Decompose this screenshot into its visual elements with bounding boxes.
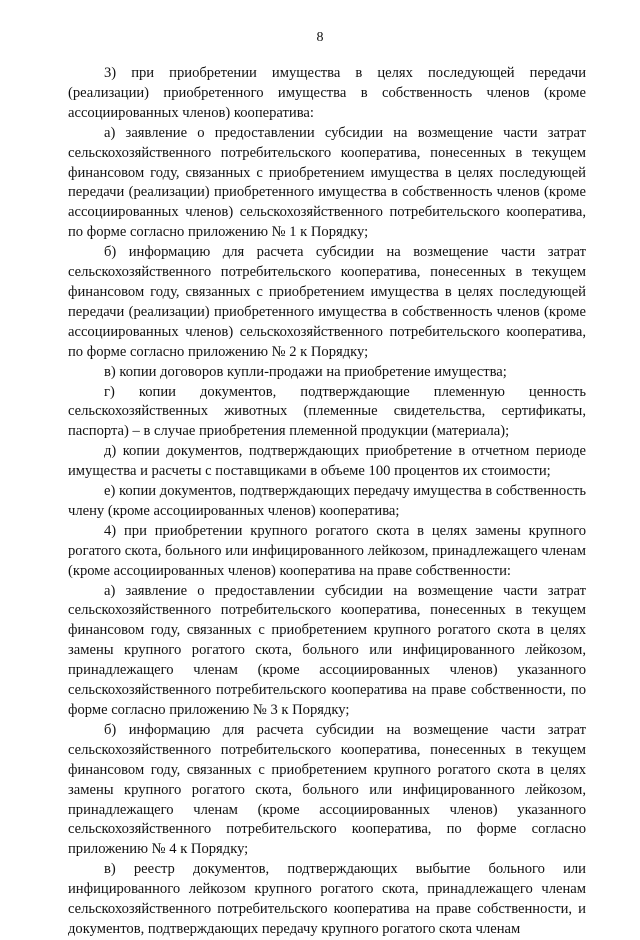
paragraph-3d: д) копии документов, подтверждающих приобретение в отчетном периоде имущества и расчеты с поставщиками в объеме 100 процентов их стоимости; xyxy=(68,443,586,480)
paragraph-3-intro: 3) при приобретении имущества в целях последующей передачи (реализации) приобретенного имущества в собственность членов (кроме ассоциированных членов) кооператива: xyxy=(68,65,586,121)
paragraph-3b: б) информацию для расчета субсидии на возмещение части затрат сельскохозяйственного потребительского кооператива, понесенных в текущем финансовом году, связанных с приобретением имущества в целях последующей передачи (реализации) приобретенного имущества в собственность членов (кроме ассоциированных членов) сельскохозяйственного потребительского кооператива, по форме согласно приложению № 2 к Порядку; xyxy=(68,244,586,360)
paragraph-4a: а) заявление о предоставлении субсидии на возмещение части затрат сельскохозяйственного потребительского кооператива, понесенных в текущем финансовом году, связанных с приобретением крупного рогатого скота в целях замены крупного рогатого скота, больного или инфицированного лейкозом, принадлежащего членам (кроме ассоциированных членов) указанного сельскохозяйственного потребительского кооператива на праве собственности, по форме согласно приложению № 3 к Порядку; xyxy=(68,582,586,718)
page-number: 8 xyxy=(316,30,324,45)
paragraph-3e: е) копии документов, подтверждающих передачу имущества в собственность члену (кроме ассоциированных членов) кооператива; xyxy=(68,483,586,519)
paragraph-3g: г) копии документов, подтверждающие племенную ценность сельскохозяйственных животных (племенные свидетельства, сертификаты, паспорта) – в случае приобретения племенной продукции (материала); xyxy=(68,383,586,440)
paragraph-3a: а) заявление о предоставлении субсидии на возмещение части затрат сельскохозяйственного потребительского кооператива, понесенных в текущем финансовом году, связанных с приобретением имущества в целях последующей передачи (реализации) приобретенного имущества в собственность членов (кроме ассоциированных членов) сельскохозяйственного потребительского кооператива, по форме согласно приложению № 1 к Порядку; xyxy=(68,124,586,241)
document-body xyxy=(68,64,586,940)
paragraph-4b: б) информацию для расчета субсидии на возмещение части затрат сельскохозяйственного потребительского кооператива, понесенных в текущем финансовом году, связанных с приобретением крупного рогатого скота в целях замены крупного рогатого скота, больного или инфицированного лейкозом, принадлежащего членам (кроме ассоциированных членов) указанного сельскохозяйственного потребительского кооператива, по форме согласно приложению № 4 к Порядку; xyxy=(68,721,586,858)
paragraph-4-intro: 4) при приобретении крупного рогатого скота в целях замены крупного рогатого скота, больного или инфицированного лейкозом, принадлежащего членам (кроме ассоциированных членов) кооператива на праве собственности: xyxy=(68,522,586,579)
paragraph-3v: в) копии договоров купли-продажи на приобретение имущества; xyxy=(104,363,507,380)
paragraph-4v: в) реестр документов, подтверждающих выбытие больного или инфицированного лейкозом крупного рогатого скота, принадлежащего членам сельскохозяйственного потребительского кооператива на праве собственности, и документов, подтверждающих передачу крупного рогатого скота членам xyxy=(68,861,586,937)
